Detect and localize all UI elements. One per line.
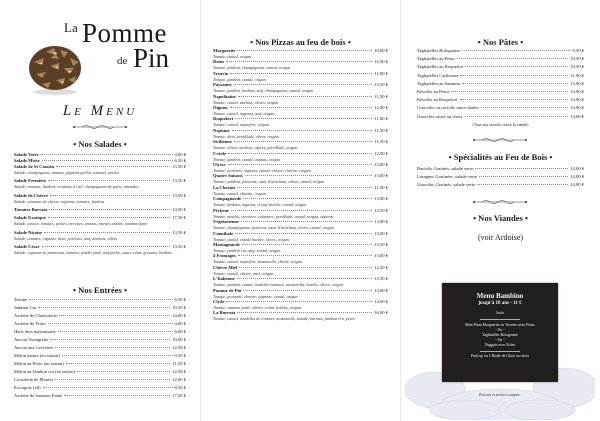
menu-item: Avocat Vinaigrette 10,00 € [14, 337, 186, 342]
divider [480, 351, 520, 352]
dot-leader [242, 244, 372, 245]
dot-leader [481, 107, 569, 108]
menu-item: Salade Mixte 6,50 € [14, 158, 186, 163]
section-title-viandes: • Nos Viandes • [473, 213, 528, 223]
dot-leader [56, 166, 170, 167]
menu-item: Terrine 6,50 € [14, 297, 186, 302]
menu-item: Melon au Jambon cru (en saison) 12,50 € [14, 369, 186, 374]
menu-item: Roquefort 11,00 € Tomate, cantal, roquefort, origan [213, 116, 388, 128]
panel-middle [200, 0, 400, 421]
dot-leader [451, 91, 568, 92]
menu-item: Chèvre Miel 12,50 € Tomate, cantal, chèvre, miel, origan [213, 264, 388, 276]
dot-leader [243, 198, 372, 199]
menu-item: Melon nature (en saison) 9,50 € [14, 353, 186, 358]
dot-leader [43, 387, 173, 388]
brand-pin: Pin [133, 43, 170, 73]
bambino-choice-1: Mini Pizza Marguerite ou Vesuvio avec Frites [465, 322, 535, 327]
menu-item: Tagliatelles Bolognaise 9,50 € [417, 48, 584, 53]
menu-item: Gnocchis sauce au choix 14,00 € [417, 113, 584, 119]
dot-leader [457, 58, 569, 59]
menu-item: Assiette de Charcuterie 14,00 € [14, 313, 186, 318]
menu-item: Salade Fermière 13,50 € Salade, tomates, lardons, croûtons à l'ail, champignons de paris, amandes [14, 178, 186, 190]
menu-item: Raviolis au Roquefort 14,00 € [417, 97, 584, 103]
dot-leader [50, 195, 170, 196]
footer-note: Prix net et service compris. [479, 393, 521, 397]
menu-item: Salade Exotique 17,50 € Salade, avocat, tomates, petites crevettes, ananas, miettes crabes, saumon fumé [14, 215, 186, 227]
bambino-dessert: Push up ou 1 Boule de Glace au choix [471, 354, 529, 359]
dot-leader [475, 168, 568, 169]
menu-item: Créole 12,00 € Tomate, jambon, cantal, ananas, origan [213, 150, 388, 162]
dot-leader [239, 267, 372, 268]
viandes-note: (voir Ardoise) [477, 233, 524, 242]
menu-item: Salade de St Cassien 13,50 € Salade, champignons, ananas, pignons grillés, tomates, poulet [14, 164, 186, 175]
brand-logo [0, 0, 200, 130]
dot-leader [477, 184, 568, 185]
dot-leader [230, 73, 372, 74]
menu-item: Campagnarde 13,00 € Tomate, lardons, oignons, crème fraîche, cantal, origan [213, 196, 388, 208]
dot-leader [66, 363, 171, 364]
dot-leader [237, 50, 372, 51]
menu-item: Assiette de Frites 4,00 € [14, 321, 186, 326]
dot-leader [231, 210, 372, 211]
dot-leader [55, 347, 170, 348]
menu-item: 4 Fromages 13,00 € Tomate, cantal, roquefort, mozzarella, chèvre, origan [213, 253, 388, 265]
menu-heading: Le Menu [62, 103, 138, 119]
menu-item: Neptune 11,50 € Tomate, thon, persillade, olives, origan [213, 127, 388, 139]
dot-leader [230, 107, 373, 108]
menu-item: Végétarienne 13,00 € Tomate, champignons, poivrons, cœur d'artichaut, olives, cantal, origan [213, 219, 388, 231]
menu-item: Cassolette de Moules 12,00 € [14, 377, 186, 382]
dot-leader [465, 66, 568, 67]
dot-leader [49, 209, 170, 210]
dot-leader [226, 61, 372, 62]
bambino-choice-2: Tagliatelles Bolognaise [482, 332, 518, 337]
section-title-pizzas: • Nos Pizzas au feu de bois • [250, 37, 351, 47]
dot-leader [235, 233, 372, 234]
pizzas-list [213, 48, 388, 322]
dot-leader [59, 315, 170, 316]
menu-item: Paysanne 13,50 € Tomate, jambon, lardons, œuf, champignons, cantal, origan [213, 82, 388, 94]
menu-item: Quatre Saisons 13,00 € Tomate, jambon, poivrons, cœur d'artichaut, olives, cantal, origan [213, 173, 388, 185]
menu-item: Avocat aux Crevettes 12,50 € [14, 345, 186, 350]
dot-leader [226, 301, 372, 302]
menu-item: Escargots (x6) 8,50 € [14, 385, 186, 390]
dot-leader [48, 180, 170, 181]
flourish-divider [72, 124, 128, 130]
menu-item: Marguerite 10,00 € Tomate, cantal, origan [213, 48, 388, 59]
bambino-subtitle: jusqu'à 10 ans - 11 € [478, 301, 522, 306]
specialites-list [417, 166, 584, 191]
menu-item: Gnocchis Gratinés, salade verte 14,00 € [417, 182, 584, 188]
pinecone-icon [26, 40, 84, 96]
bambino-title: Menu Bambino [476, 292, 524, 300]
section-title-salades: • Nos Salades • [73, 139, 127, 149]
brand-de: de [117, 55, 128, 67]
dot-leader [237, 312, 372, 313]
dot-leader [234, 141, 372, 142]
entrees-list [14, 297, 186, 401]
menu-item: Tagliatelles au Saumon 13,00 € [417, 80, 584, 86]
dot-leader [234, 84, 373, 85]
bambino-drink: Soda [496, 311, 504, 315]
menu-item: Pomme de Pin 13,00 € Tomate, poivrons, chorizo, pignons, cantal, origan [213, 287, 388, 299]
menu-item: Vesuvio 11,00 € Tomate, jambon, cantal, origan [213, 70, 388, 82]
menu-item: Salade César 13,50 € Salade, copeaux de parmesan, tomates, poulet pané, œuf poché, sauce césar, gressins, lardons [14, 244, 186, 256]
menu-item: Tomates Burrata 14,50 € [14, 207, 186, 213]
brand-pomme: Pomme [82, 18, 168, 48]
dot-leader [465, 116, 569, 117]
menu-item: Tagliatelles au Roquefort 10,50 € [417, 64, 584, 70]
pates-note: (Tous nos raviolis sont à la viande) [472, 122, 529, 127]
flourish-divider [472, 137, 528, 143]
dot-leader [241, 221, 372, 222]
menu-item: Salade Verte 4,00 € [14, 152, 186, 157]
dot-leader [58, 331, 173, 332]
dot-leader [48, 323, 173, 324]
menu-item: Raviolis au Pesto 14,00 € [417, 88, 584, 94]
salades-list [14, 152, 186, 255]
bambino-or: - Ou - [495, 327, 505, 332]
menu-item: Jambon Cru 10,50 € [14, 305, 186, 310]
dot-leader [462, 83, 568, 84]
menu-item: Ulysse 13,00 € Tomate, poivrons, oignons, cantal, chèvre, chorizo, origan [213, 162, 388, 174]
dot-leader [55, 379, 170, 380]
dot-leader [38, 307, 170, 308]
dot-leader [238, 96, 373, 97]
pates-list [417, 48, 584, 122]
section-title-specialites: • Spécialités au Feu de Bois • [448, 152, 553, 162]
dot-leader [232, 130, 373, 131]
menu-item: Raviolis Gratinés, salade verte 14,00 € [417, 166, 584, 171]
menu-item: Cannibale 13,00 € Tomate, cantal, viande hachée, olives, origan [213, 230, 388, 242]
dot-leader [235, 118, 372, 119]
dot-leader [41, 154, 173, 155]
bambino-choice-3: Nuggets avec Frites [484, 342, 516, 347]
dot-leader [44, 232, 170, 233]
menu-item: Salade de Chèvre 13,50 € Salade, croutons de chèvre, oignons, tomates, lardons [14, 192, 186, 204]
dot-leader [237, 278, 373, 279]
dot-leader [237, 187, 372, 188]
menu-item: Œufs durs mayonnaise 6,00 € [14, 329, 186, 334]
dot-leader [48, 217, 170, 218]
menu-item: Lasagnes Gratinées, salade verte 14,00 € [417, 174, 584, 180]
dot-leader [228, 153, 372, 154]
dot-leader [62, 355, 173, 356]
menu-item: Gnocchis ou raviolis sauce daube 14,00 € [417, 105, 584, 111]
menu-item: Pêcheur 13,50 € Tomate, moules, crevettes, calamars, persillade, cantal, origan, supions [213, 207, 388, 219]
panel-left [0, 0, 200, 421]
dot-leader [460, 99, 569, 100]
menu-item: Sicilienne 11,50 € Tomate, olives, anchois, câpres, persillade, origan [213, 139, 388, 151]
menu-item: Montagnarde 13,50 € Tomate, jambon cru, œuf, cantal, origan [213, 241, 388, 253]
dot-leader [50, 339, 170, 340]
section-title-pates: • Nos Pâtes • [477, 37, 524, 47]
dot-leader [42, 246, 171, 247]
dot-leader [238, 255, 372, 256]
menu-item: Melon au Porto (en saison) 11,50 € [14, 361, 186, 366]
dot-leader [77, 371, 170, 372]
menu-item: Reine 12,00 € Tomate, jambon, champignons, cantal, origan [213, 59, 388, 71]
menu-item: Oignon 12,00 € Tomate, cantal, oignons, œuf, origan [213, 105, 388, 117]
brand-la: La [64, 20, 78, 35]
menu-item: Tagliatelles au Pesto 10,50 € [417, 56, 584, 62]
dot-leader [479, 176, 568, 177]
menu-item: Clyde 14,00 € Tomate, saumon fumé, chèvre, crème fraîche, origan [213, 298, 388, 310]
section-title-entrees: • Nos Entrées • [73, 285, 127, 295]
menu-item: Tagliatelles Carbonara 11,00 € [417, 72, 584, 78]
dot-leader [460, 75, 568, 76]
dot-leader [42, 160, 173, 161]
menu-item: L'Italienne 13,50 € Tomate, jambon, cantal, rondelles tomates, mozzarella, basilic, olives, origan [213, 276, 388, 288]
bambino-or: - Ou - [495, 337, 505, 342]
dot-leader [228, 164, 373, 165]
dot-leader [29, 299, 172, 300]
flourish-divider [472, 199, 528, 205]
divider [480, 319, 520, 320]
menu-item: La Burrata 16,00 € Tomate, cantal, rondelles de tomates, mozzarella, salade, burrata, jambon cru, pesto [213, 310, 388, 322]
menu-item: Napolitaine 11,50 € Tomate, cantal, anchois, olives, origan [213, 93, 388, 105]
dot-leader [245, 175, 373, 176]
menu-item: Assiette de Saumon Fumé 17,50 € [14, 393, 186, 398]
menu-item: La Chorizo 11,00 € Tomate, cantal, chorizo, origan [213, 184, 388, 196]
dot-leader [64, 395, 170, 396]
menu-item: Salade Niçoise 13,50 € Salade, tomates, oignons, thon, poivrons, œuf, anchois, olives [14, 229, 186, 241]
dot-leader [462, 50, 571, 51]
menu-bambino-card [442, 283, 558, 382]
dot-leader [243, 290, 372, 291]
